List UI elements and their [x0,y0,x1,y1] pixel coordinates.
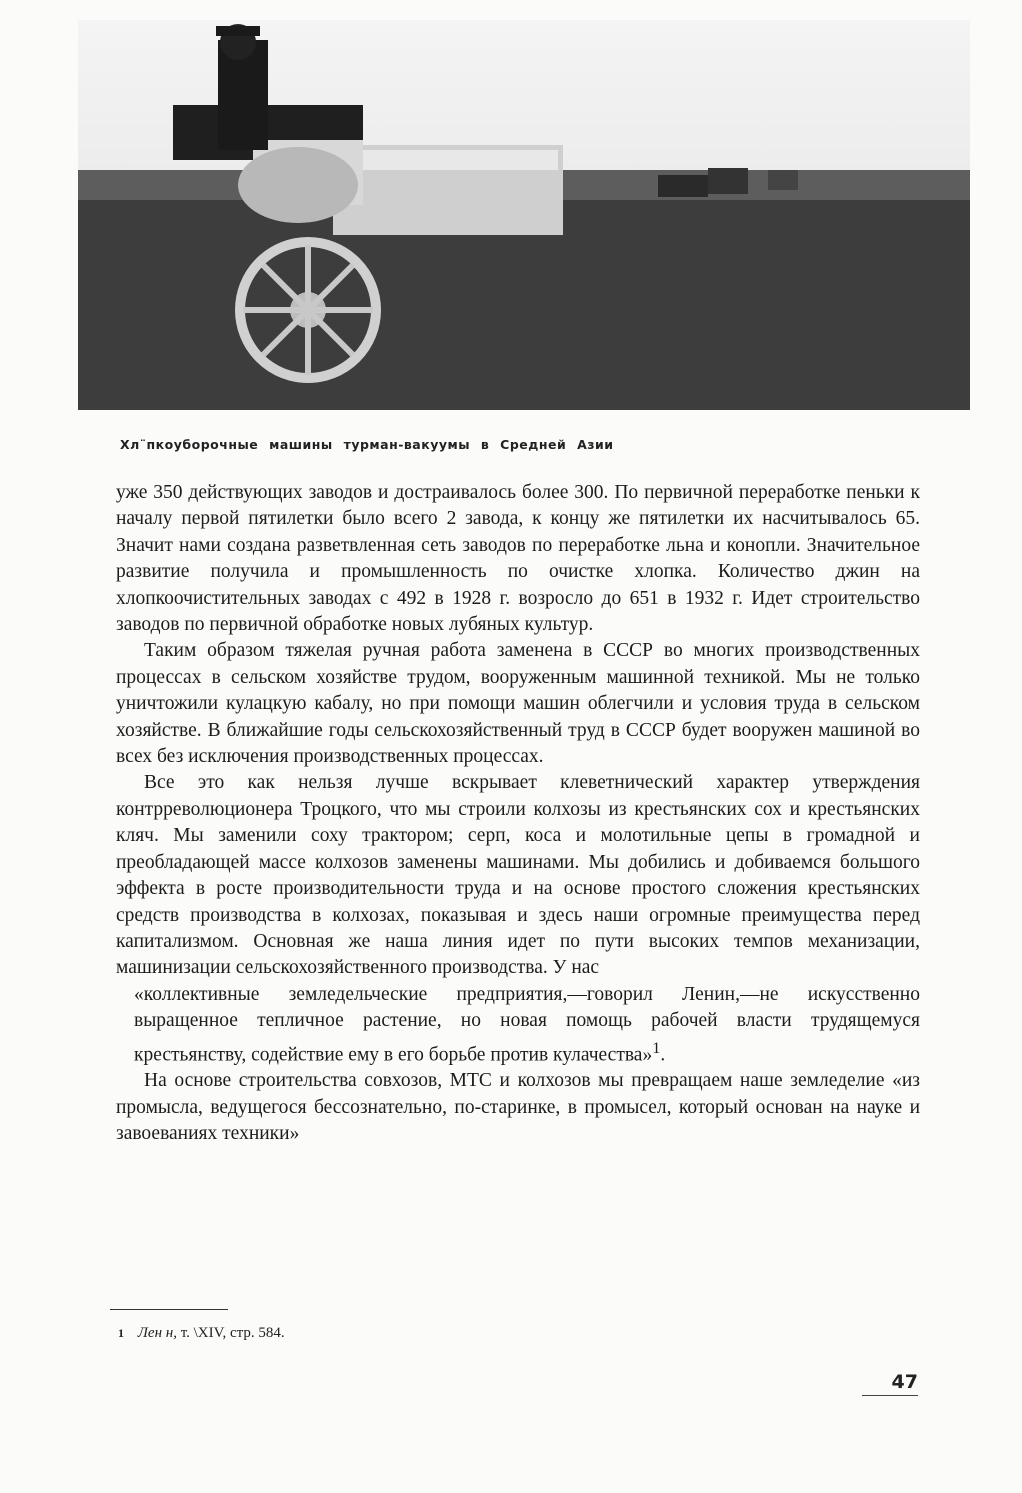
paragraph: Все это как нельзя лучше вскрывает клеветнический характер утверждения контрреволюционера Троцкого, что мы строили колхозы из крестьянских сох и крестьянских кляч. Мы заменили соху трактором; серп, коса и молотильные цепы в громадной и преобладающей массе колхозов заменены машинами. Мы добились и добиваемся большого эффекта в росте производительности труда и на основе простого сложения крестьянских средств производства в колхозах, показывая и здесь наши огромные преимущества перед капитализмом. Основная же наша линия идет по пути высоких темпов механизации, машинизации сельскохозяйственного производства. У нас [116,772,920,979]
paragraph: Таким образом тяжелая ручная работа заменена в СССР во многих производственных процессах в сельском хозяйстве трудом, вооруженным машинной техникой. Мы не только уничтожили кулацкую кабалу, но при помощи машин облегчили и условия труда в сельском хозяйстве. В ближайшие годы сельскохозяйственный труд в СССР будет вооружен машиной во всех без исключения производственных процессах. [116,640,920,768]
paragraph: уже 350 действующих заводов и достраивалось более 300. По первичной переработке пеньки к началу первой пятилетки было всего 2 завода, к концу же пятилетки их насчитывалось 65. Значит нами создана разветвленная сеть заводов по переработке льна и конопли. Значительное развитие получила и промышленность по очистке хлопка. Количество джин на хлопкоочистительных заводах с 492 в 1928 г. возросло до 651 в 1932 г. Идет строительство заводов по первичной обработке новых лубяных культур. [116,482,920,636]
footnote-marker: 1 [652,1038,661,1057]
footnote-reference: т. \XIV, стр. 584. [180,1325,285,1341]
footnote-number: 1 [118,1326,124,1340]
quote-text: «коллективные земледельческие предприятия,—говорил Ленин,—не искусственно выращенное тепличное растение, но новая помощь рабочей власти трудящемуся крестьянству, содействие ему в его борьбе против кулачества» [134,983,920,1066]
lenin-quote: «коллективные земледельческие предприятия,—говорил Ленин,—не искусственно выращенное тепличное растение, но новая помощь рабочей власти трудящемуся крестьянству, содействие ему в его борьбе против кулачества»$^1$. [134,983,920,1066]
footnote-divider [110,1309,228,1310]
footnote-author: Лен н, [137,1325,177,1341]
harvester-illustration [78,20,970,410]
body-text [116,480,920,1148]
footnote [118,1325,285,1342]
harvester-photo [78,20,970,410]
paragraph: На основе строительства совхозов, МТС и колхозов мы превращаем наше земледелие «из промысла, ведущегося бессознательно, по-старинке, в промысел, который основан на науке и завоеваниях техники» [116,1070,920,1145]
page-number: 47 [862,1371,918,1396]
photo-caption: Хл¨пкоуборочные машины турман-вакуумы в Средней Азии [120,437,614,452]
